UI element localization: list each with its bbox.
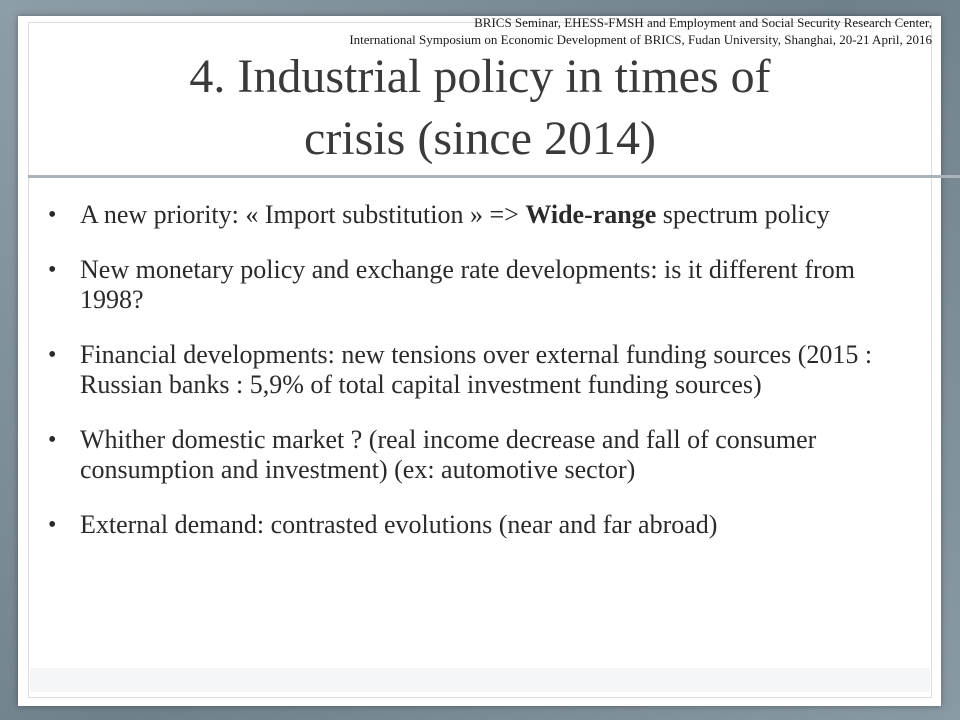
bullet-text: External demand: contrasted evolutions (near and far abroad): [80, 510, 718, 539]
bullet-dot-icon: •: [48, 427, 57, 453]
bullet-text: Whither domestic market ? (real income decrease and fall of consumer consumption and investment) (ex: automotive sector): [80, 425, 817, 484]
title-divider: [28, 175, 960, 178]
bullet-text-before: A new priority: « Import substitution » =>: [80, 200, 526, 229]
bullet-item: [48, 340, 908, 400]
bullet-text-bold: Wide-range: [525, 200, 657, 229]
header-note: [232, 14, 932, 48]
bullet-list: [48, 200, 908, 565]
bullet-text-after: spectrum policy: [656, 200, 830, 229]
bullet-item: [48, 255, 908, 315]
slide-title-line-1: 4. Industrial policy in times of: [189, 50, 771, 103]
header-note-line-1: BRICS Seminar, EHESS-FMSH and Employment and Social Security Research Center,: [474, 15, 932, 30]
slide-title: [60, 46, 900, 170]
footer-strip: [30, 668, 930, 692]
bullet-item: [48, 200, 908, 230]
bullet-dot-icon: •: [48, 202, 57, 228]
bullet-item: [48, 510, 908, 540]
bullet-text: Financial developments: new tensions over external funding sources (2015 : Russian banks : 5,9% of total capital investment funding sources): [80, 340, 873, 399]
bullet-text: New monetary policy and exchange rate developments: is it different from 1998?: [80, 255, 855, 314]
bullet-dot-icon: •: [48, 257, 57, 283]
slide-title-line-2: crisis (since 2014): [304, 112, 656, 165]
bullet-dot-icon: •: [48, 342, 57, 368]
bullet-item: [48, 425, 908, 485]
header-note-line-2: International Symposium on Economic Development of BRICS, Fudan University, Shanghai, 20-21 April, 2016: [349, 32, 932, 47]
bullet-dot-icon: •: [48, 512, 57, 538]
